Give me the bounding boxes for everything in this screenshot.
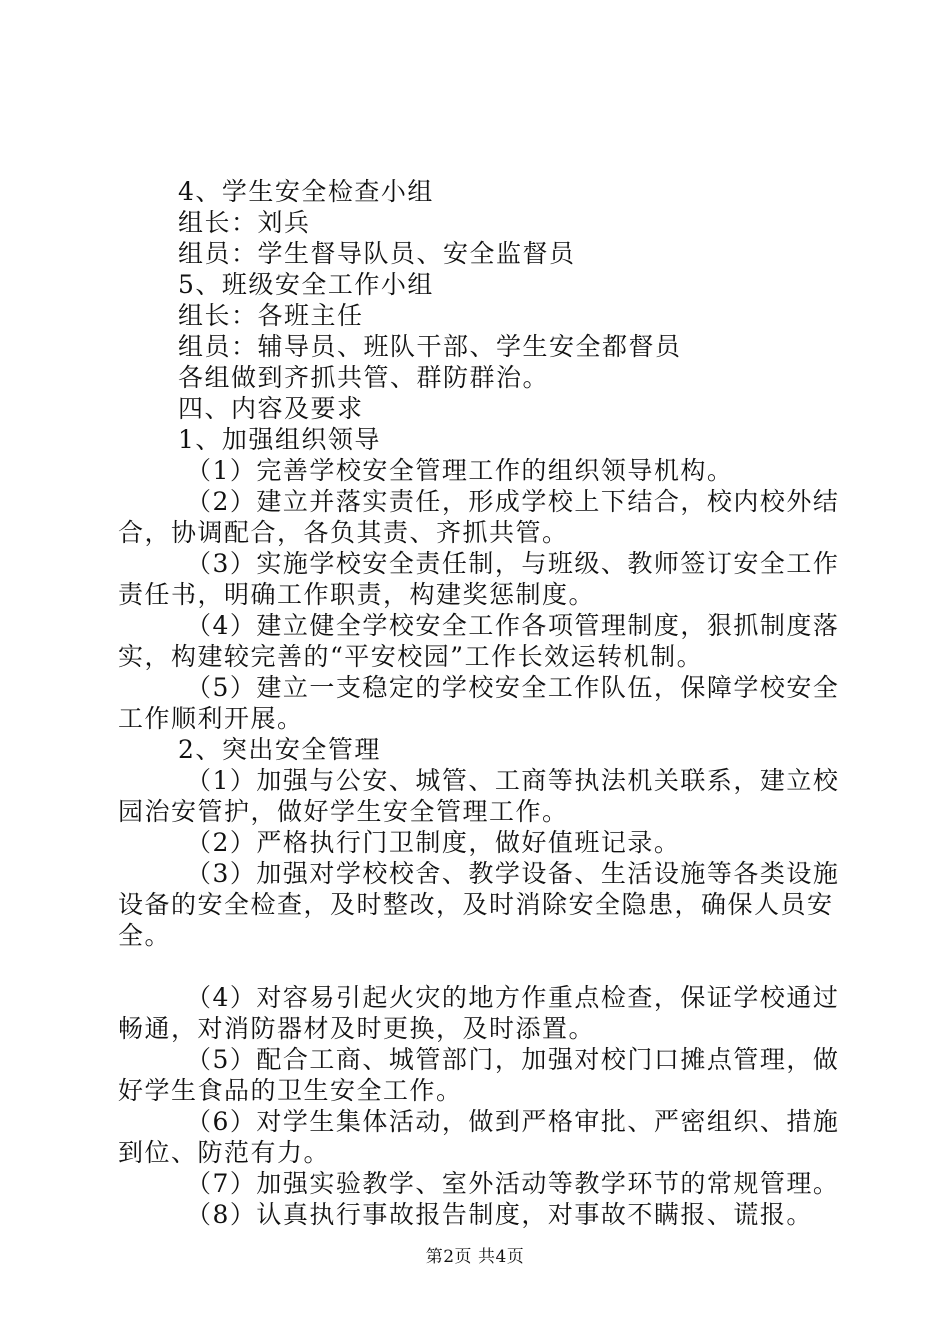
body-paragraph: 2、突出安全管理: [178, 735, 381, 764]
body-paragraph: （1）完善学校安全管理工作的组织领导机构。: [186, 456, 734, 485]
body-paragraph: （4）对容易引起火灾的地方作重点检查，保证学校通过畅通，对消防器材及时更换，及时添置。: [118, 983, 840, 1043]
body-paragraph: （6）对学生集体活动，做到严格审批、严密组织、措施到位、防范有力。: [118, 1107, 840, 1167]
body-paragraph: （5）建立一支稳定的学校安全工作队伍，保障学校安全工作顺利开展。: [118, 673, 840, 733]
body-paragraph: （3）实施学校安全责任制，与班级、教师签订安全工作责任书，明确工作职责，构建奖惩制度。: [118, 549, 840, 609]
body-paragraph: （2）严格执行门卫制度，做好值班记录。: [186, 828, 681, 857]
body-paragraph: 组长：各班主任: [178, 301, 364, 330]
body-paragraph: 组员：学生督导队员、安全监督员: [178, 239, 576, 268]
page-footer: 第2页 共4页: [425, 1247, 525, 1267]
body-paragraph: 组员：辅导员、班队干部、学生安全都督员: [178, 332, 682, 361]
body-paragraph: 各组做到齐抓共管、群防群治。: [178, 363, 550, 392]
body-paragraph: （5）配合工商、城管部门，加强对校门口摊点管理，做好学生食品的卫生安全工作。: [118, 1045, 840, 1105]
body-paragraph: （7）加强实验教学、室外活动等教学环节的常规管理。: [186, 1169, 840, 1198]
body-paragraph: 5、班级安全工作小组: [178, 270, 434, 299]
body-paragraph: （1）加强与公安、城管、工商等执法机关联系，建立校园治安管护，做好学生安全管理工作。: [118, 766, 840, 826]
body-paragraph: 4、学生安全检查小组: [178, 177, 434, 206]
body-paragraph: （2）建立并落实责任，形成学校上下结合，校内校外结合，协调配合，各负其责、齐抓共管。: [118, 487, 840, 547]
body-paragraph: 组长：刘兵: [178, 208, 311, 237]
document-body: [118, 176, 858, 1230]
blank-line: [118, 951, 858, 982]
body-paragraph: （4）建立健全学校安全工作各项管理制度，狠抓制度落实，构建较完善的“平安校园”工作长效运转机制。: [118, 611, 840, 671]
body-paragraph: （3）加强对学校校舍、教学设备、生活设施等各类设施设备的安全检查，及时整改，及时消除安全隐患，确保人员安全。: [118, 859, 840, 950]
body-paragraph: 四、内容及要求: [178, 394, 364, 423]
body-paragraph: （8）认真执行事故报告制度，对事故不瞒报、谎报。: [186, 1200, 813, 1229]
body-paragraph: 1、加强组织领导: [178, 425, 381, 454]
